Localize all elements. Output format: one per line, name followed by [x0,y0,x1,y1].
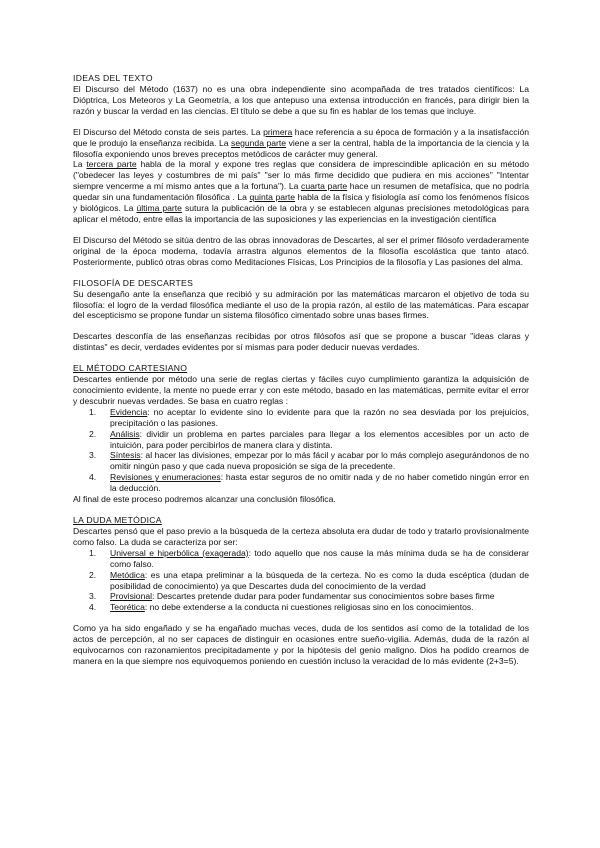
underlined-term: última parte [136,203,182,214]
list-text: : dividir un problema en partes parciales para llegar a los elementos accesibles por un acto de intuición, para poder percibirlos de manera clara y distinta. [110,428,529,450]
list-number: 3. [89,591,97,602]
doubt-list [73,548,529,613]
list-term: Análisis [110,428,140,439]
list-number: 1. [89,406,97,417]
list-term: Evidencia [110,406,148,417]
text-run: La [73,159,87,170]
list-text: : no aceptar lo evidente sino lo evidente para que la razón no sea desviada por los prejuicios, precipitación o las pasiones. [110,406,529,428]
list-term: Síntesis [110,450,141,461]
list-number: 4. [89,602,97,613]
document-body [73,73,529,667]
paragraph: Su desengaño ante la enseñanza que recibió y su admiración por las matemáticas marcaron el objetivo de toda su filosofía: el logro de la verdad filosófica mediante el uso de la propia razón, al estilo de las matemáticas. Para escapar del escepticismo se propone fundar un sistema filosófico cimentado sobre unas bases firmes. [73,288,529,321]
paragraph: Descartes desconfía de las enseñanzas recibidas por otros filósofos así que se propone a buscar "ideas claras y distintas" es decir, verdades evidentes por sí mismas para poder deducir nuevas verdades. [73,331,529,353]
list-number: 3. [89,450,97,461]
paragraph [73,159,529,224]
section-title-ideas: IDEAS DEL TEXTO [73,73,153,83]
underlined-term: quinta parte [249,192,296,203]
list-term: Provisional [110,591,153,602]
text-run: habla de la moral y expone tres reglas que considera de imprescindible aplicación en su método ("obedecer las leyes y costumbres de mi país" "ser lo más firme decidido que pudiera en mis acciones" "Intentar siempre vencerme a mí mismo antes que a la fortuna"). La [73,159,529,192]
list-number: 2. [89,428,97,439]
list-term: Metódica [110,569,145,580]
list-number: 4. [89,472,97,483]
list-number: 1. [89,547,97,558]
list-item [73,570,529,592]
paragraph: El Discurso del Método se sitúa dentro de las obras innovadoras de Descartes, al ser el primer filósofo verdaderamente original de la época moderna, todavía arrastra algunos elementos de la filosofía escolástica que tanto atacó. Posteriormente, publicó otras obras como Meditaciones Físicas, Los Principios de la filosofía y Las pasiones del alma. [73,234,529,267]
list-term: Teorética [110,602,145,613]
list-item [73,450,529,472]
paragraph: Descartes pensó que el paso previo a la búsqueda de la certeza absoluta era dudar de todo y tratarlo provisionalmente como falso. La duda se caracteriza por ser: [73,526,529,547]
section-title-metodo: EL MÉTODO CARTESIANO [73,363,188,374]
list-item [73,472,529,494]
list-item [73,429,529,451]
text-run: hace un resumen de metafísica, que no podría quedar sin una fundamentación filosófica . La [73,181,529,203]
list-text: : al hacer las divisiones, empezar por lo más fácil y acabar por lo más complejo asegurándonos de no omitir ningún paso y que cada nueva proposición se siga de la precedente. [110,450,529,472]
list-item [73,407,529,429]
paragraph [73,127,529,160]
underlined-term: cuarta parte [301,181,348,192]
list-item [73,591,529,602]
section-title-filosofia: FILOSOFÍA DE DESCARTES [73,277,194,288]
underlined-term: primera [263,126,293,137]
list-item [73,602,529,613]
text-run: sutura la publicación de la obra y se establecen algunas precisiones metodológicas para aplicar el método, entre ellas la importancia de las suposiciones y las experiencias en la investigación científica [73,203,530,224]
list-text: : no debe extenderse a la conducta ni cuestiones religiosas sino en los conocimientos. [144,602,474,613]
underlined-term: segunda parte [231,137,287,148]
section-title-duda: LA DUDA METÓDICA [73,515,162,525]
paragraph: Como ya ha sido engañado y se ha engañado muchas veces, duda de los sentidos así como de la totalidad de los actos de percepción, al no ser capaces de distinguir en ocasiones entre sueño-vigilia. Además, duda de la razón al equivocarnos con razonamientos precipitadamente y por la hipótesis del genio maligno. Dios ha podido crearnos de manera en la que siempre nos equivoquemos poniendo en cuestión incluso la veracidad de lo más evidente (2+3=5). [73,623,529,666]
list-number: 2. [89,569,97,580]
underlined-term: tercera parte [86,159,137,170]
text-run: viene a ser la central, habla de la importancia de la ciencia y la filosofía exponiendo unos breves preceptos metódicos de carácter muy general. [73,137,529,159]
paragraph: Descartes entiende por método una serie de reglas ciertas y fáciles cuyo cumplimiento garantiza la adquisición de conocimiento evidente, la mente no puede errar y con este método, basado en las matemáticas, permite evitar el error y descubrir nuevas verdades. Se basa en cuatro reglas : [73,374,529,406]
list-text: : Descartes pretende dudar para poder fundamentar sus conocimientos sobre bases firme [152,591,495,602]
list-term: Revisiones y enumeraciones [110,472,221,483]
text-run: hace referencia a su época de formación y a la insatisfacción que le produjo la enseñanza recibida. La [73,126,530,148]
paragraph: El Discurso del Método (1637) no es una obra independiente sino acompañada de tres tratados científicos: La Dióptrica, Los Meteoros y La Geometría, a los que antepuso una extensa introducción en francés, para dirigir bien la razón y buscar la verdad en las ciencias. El título se debe a que su fin es hablar de los temas que incluye. [73,84,529,116]
list-item [73,548,529,570]
list-text: : es una etapa preliminar a la búsqueda de la certeza. No es como la duda escéptica (dudan de posibilidad de conocimiento) ya que Descartes duda del conocimiento de la verdad [110,569,529,591]
list-text: : todo aquello que nos cause la más mínima duda se ha de considerar como falso. [110,547,529,569]
text-run: El Discurso del Método consta de seis partes. La [73,126,264,137]
list-term: Universal e hiperbólica (exagerada) [110,547,249,558]
list-text: : hasta estar seguros de no omitir nada y de no haber cometido ningún error en la deducción. [110,472,529,494]
text-run: habla de la física y fisiología así como los fenómenos físicos y biológicos. La [73,192,529,214]
paragraph: Al final de este proceso podremos alcanzar una conclusión filosófica. [73,494,336,505]
rules-list [73,407,529,494]
